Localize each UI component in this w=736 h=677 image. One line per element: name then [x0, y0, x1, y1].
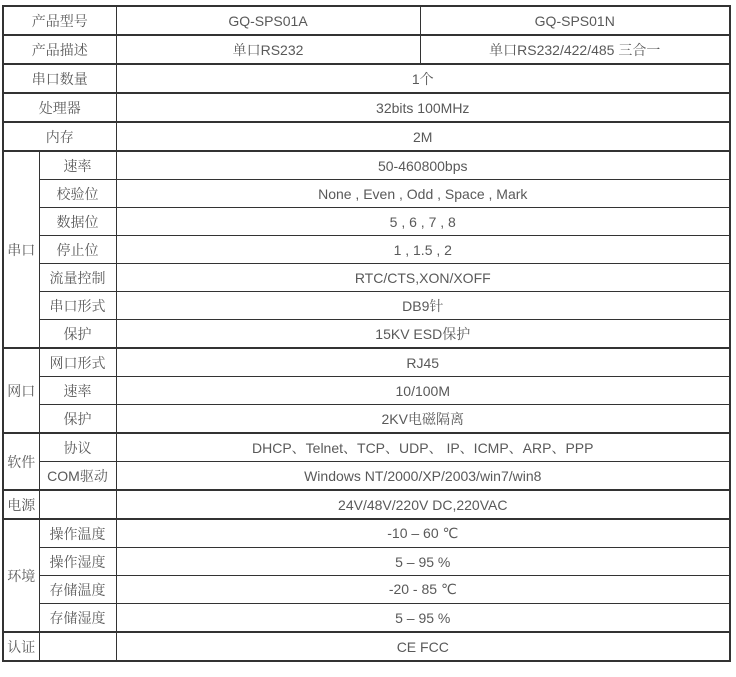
row-lan-rate: [3, 377, 730, 405]
power-sub-label: [39, 490, 116, 519]
row-label-serial-protection: 保护: [39, 320, 116, 349]
row-stop-bits: [3, 236, 730, 264]
product-desc-a: 单口RS232: [116, 35, 420, 64]
serial-form-value: DB9针: [116, 292, 730, 320]
product-desc-b: 单口RS232/422/485 三合一: [420, 35, 730, 64]
row-product-desc: [3, 35, 730, 64]
row-label-serial-rate: 速率: [39, 151, 116, 180]
row-label-product-model: 产品型号: [3, 6, 116, 35]
product-spec-table: [2, 5, 731, 662]
row-label-storage-temp: 存储温度: [39, 576, 116, 604]
row-serial-protection: [3, 320, 730, 349]
row-label-lan-form: 网口形式: [39, 348, 116, 377]
storage-humidity-value: 5 – 95 %: [116, 604, 730, 633]
com-driver-value: Windows NT/2000/XP/2003/win7/win8: [116, 462, 730, 491]
group-label-lan: 网口: [3, 348, 39, 433]
op-humidity-value: 5 – 95 %: [116, 548, 730, 576]
certification-value: CE FCC: [116, 632, 730, 661]
row-label-op-temp: 操作温度: [39, 519, 116, 548]
processor-value: 32bits 100MHz: [116, 93, 730, 122]
data-bits-value: 5 , 6 , 7 , 8: [116, 208, 730, 236]
power-value: 24V/48V/220V DC,220VAC: [116, 490, 730, 519]
serial-rate-value: 50-460800bps: [116, 151, 730, 180]
row-storage-humidity: [3, 604, 730, 633]
row-label-parity: 校验位: [39, 180, 116, 208]
row-label-processor: 处理器: [3, 93, 116, 122]
row-label-protocols: 协议: [39, 433, 116, 462]
group-label-environment: 环境: [3, 519, 39, 632]
row-flow-control: [3, 264, 730, 292]
row-protocols: [3, 433, 730, 462]
row-product-model: [3, 6, 730, 35]
row-op-humidity: [3, 548, 730, 576]
row-label-storage-humidity: 存储湿度: [39, 604, 116, 633]
row-lan-protection: [3, 405, 730, 434]
row-label-lan-rate: 速率: [39, 377, 116, 405]
row-label-lan-protection: 保护: [39, 405, 116, 434]
row-op-temp: [3, 519, 730, 548]
row-com-driver: [3, 462, 730, 491]
certification-sub-label: [39, 632, 116, 661]
protocols-value: DHCP、Telnet、TCP、UDP、 IP、ICMP、ARP、PPP: [116, 433, 730, 462]
lan-protection-value: 2KV电磁隔离: [116, 405, 730, 434]
row-processor: [3, 93, 730, 122]
op-temp-value: -10 – 60 ℃: [116, 519, 730, 548]
row-label-data-bits: 数据位: [39, 208, 116, 236]
group-label-power: 电源: [3, 490, 39, 519]
group-label-serial: 串口: [3, 151, 39, 348]
row-serial-count: [3, 64, 730, 93]
serial-protection-value: 15KV ESD保护: [116, 320, 730, 349]
stop-bits-value: 1 , 1.5 , 2: [116, 236, 730, 264]
group-label-software: 软件: [3, 433, 39, 490]
memory-value: 2M: [116, 122, 730, 151]
row-parity: [3, 180, 730, 208]
row-label-serial-form: 串口形式: [39, 292, 116, 320]
row-certification: [3, 632, 730, 661]
row-power: [3, 490, 730, 519]
row-serial-form: [3, 292, 730, 320]
serial-count-value: 1个: [116, 64, 730, 93]
row-label-op-humidity: 操作湿度: [39, 548, 116, 576]
parity-value: None , Even , Odd , Space , Mark: [116, 180, 730, 208]
row-label-com-driver: COM驱动: [39, 462, 116, 491]
row-lan-form: [3, 348, 730, 377]
row-storage-temp: [3, 576, 730, 604]
row-label-stop-bits: 停止位: [39, 236, 116, 264]
product-model-b: GQ-SPS01N: [420, 6, 730, 35]
product-model-a: GQ-SPS01A: [116, 6, 420, 35]
row-label-flow-control: 流量控制: [39, 264, 116, 292]
lan-form-value: RJ45: [116, 348, 730, 377]
row-serial-rate: [3, 151, 730, 180]
group-label-certification: 认证: [3, 632, 39, 661]
row-label-memory: 内存: [3, 122, 116, 151]
lan-rate-value: 10/100M: [116, 377, 730, 405]
storage-temp-value: -20 - 85 ℃: [116, 576, 730, 604]
flow-control-value: RTC/CTS,XON/XOFF: [116, 264, 730, 292]
row-label-serial-count: 串口数量: [3, 64, 116, 93]
row-memory: [3, 122, 730, 151]
row-label-product-desc: 产品描述: [3, 35, 116, 64]
row-data-bits: [3, 208, 730, 236]
